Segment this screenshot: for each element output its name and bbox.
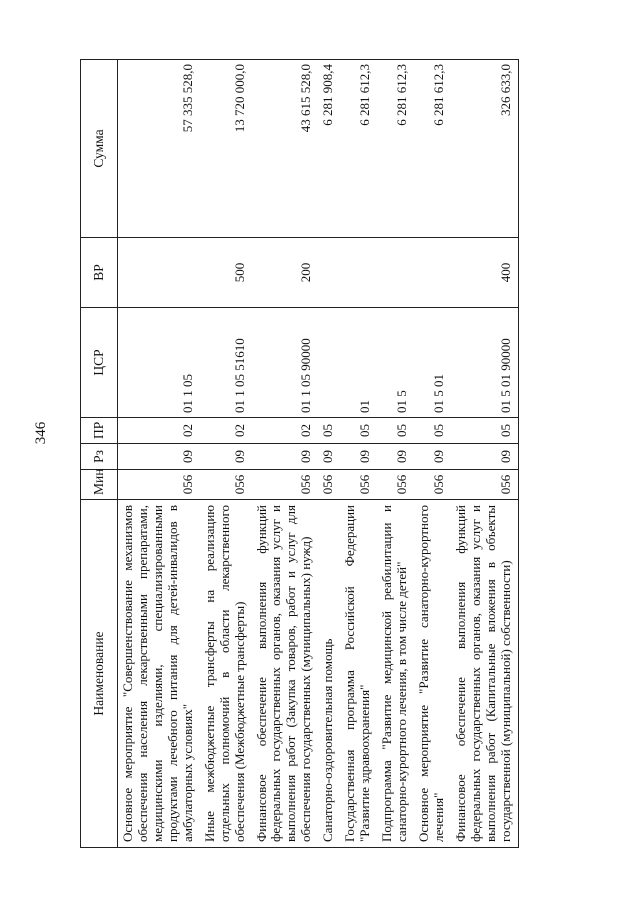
header-csr: ЦСР (81, 308, 118, 418)
row-csr: 01 1 05 (118, 308, 200, 418)
header-rz: Рз (81, 444, 118, 470)
row-vr (340, 238, 377, 308)
table-row (118, 60, 200, 848)
row-rz: 09 (377, 444, 414, 470)
row-min: 056 (252, 470, 319, 500)
row-sum: 6 281 908,4 (318, 60, 340, 238)
row-min: 056 (340, 470, 377, 500)
table-row (377, 60, 414, 848)
row-name: Основное мероприятие "Развитие санаторно-курортного лечения" (414, 500, 451, 848)
row-csr: 01 1 05 51610 (200, 308, 252, 418)
row-vr (118, 238, 200, 308)
header-vr: ВР (81, 238, 118, 308)
header-pr: ПР (81, 418, 118, 444)
row-sum: 326 633,0 (451, 60, 518, 238)
header-min: Мин (81, 470, 118, 500)
row-pr: 05 (451, 418, 518, 444)
row-vr: 200 (252, 238, 319, 308)
table-row (252, 60, 319, 848)
header-sum: Сумма (81, 60, 118, 238)
row-pr: 02 (200, 418, 252, 444)
row-vr (377, 238, 414, 308)
row-rz: 09 (451, 444, 518, 470)
row-sum: 6 281 612,3 (340, 60, 377, 238)
row-csr: 01 5 01 90000 (451, 308, 518, 418)
row-csr (318, 308, 340, 418)
row-name: Подпрограмма "Развитие медицинской реабилитации и санаторно-курортного лечения, в том числе детей" (377, 500, 414, 848)
table-header-row (81, 60, 118, 848)
row-name: Финансовое обеспечение выполнения функций федеральных государственных органов, оказания услуг и выполнения работ (Закупка товаров, работ и услуг для обеспечения государственных (муниципальных) нужд) (252, 500, 319, 848)
row-csr: 01 (340, 308, 377, 418)
table-row (340, 60, 377, 848)
row-pr: 05 (340, 418, 377, 444)
row-rz: 09 (118, 444, 200, 470)
row-name: Финансовое обеспечение выполнения функций федеральных государственных органов, оказания услуг и выполнения работ (Капитальные вложения в объекты государственной (муниципальной) собственности) (451, 500, 518, 848)
row-vr (414, 238, 451, 308)
row-min: 056 (414, 470, 451, 500)
table-row (451, 60, 518, 848)
row-sum: 6 281 612,3 (377, 60, 414, 238)
row-rz: 09 (318, 444, 340, 470)
table-row (200, 60, 252, 848)
row-name: Иные межбюджетные трансферты на реализацию отдельных полномочий в области лекарственного обеспечения (Межбюджетные трансферты) (200, 500, 252, 848)
row-csr: 01 5 01 (414, 308, 451, 418)
row-rz: 09 (414, 444, 451, 470)
table-row (414, 60, 451, 848)
row-sum: 6 281 612,3 (414, 60, 451, 238)
row-min: 056 (377, 470, 414, 500)
row-sum: 57 335 528,0 (118, 60, 200, 238)
row-pr: 05 (318, 418, 340, 444)
row-pr: 05 (414, 418, 451, 444)
row-vr (318, 238, 340, 308)
row-sum: 43 615 528,0 (252, 60, 319, 238)
row-sum: 13 720 000,0 (200, 60, 252, 238)
row-min: 056 (451, 470, 518, 500)
rotated-page-content (80, 60, 610, 848)
row-rz: 09 (200, 444, 252, 470)
budget-table (80, 59, 519, 848)
row-name: Государственная программа Российской Федерации "Развитие здравоохранения" (340, 500, 377, 848)
row-min: 056 (200, 470, 252, 500)
row-csr: 01 5 (377, 308, 414, 418)
row-min: 056 (118, 470, 200, 500)
row-pr: 02 (252, 418, 319, 444)
row-csr: 01 1 05 90000 (252, 308, 319, 418)
row-rz: 09 (252, 444, 319, 470)
row-rz: 09 (340, 444, 377, 470)
row-pr: 02 (118, 418, 200, 444)
table-row (318, 60, 340, 848)
row-vr: 500 (200, 238, 252, 308)
row-min: 056 (318, 470, 340, 500)
page-number: 346 (33, 421, 49, 445)
row-pr: 05 (377, 418, 414, 444)
row-name: Санаторно-оздоровительная помощь (318, 500, 340, 848)
row-vr: 400 (451, 238, 518, 308)
row-name: Основное мероприятие "Совершенствование механизмов обеспечения населения лекарственными препаратами, медицинскими изделиями, специализированными продуктами лечебного питания для детей-инвалидов в амбулаторных условиях" (118, 500, 200, 848)
header-name: Наименование (81, 500, 118, 848)
